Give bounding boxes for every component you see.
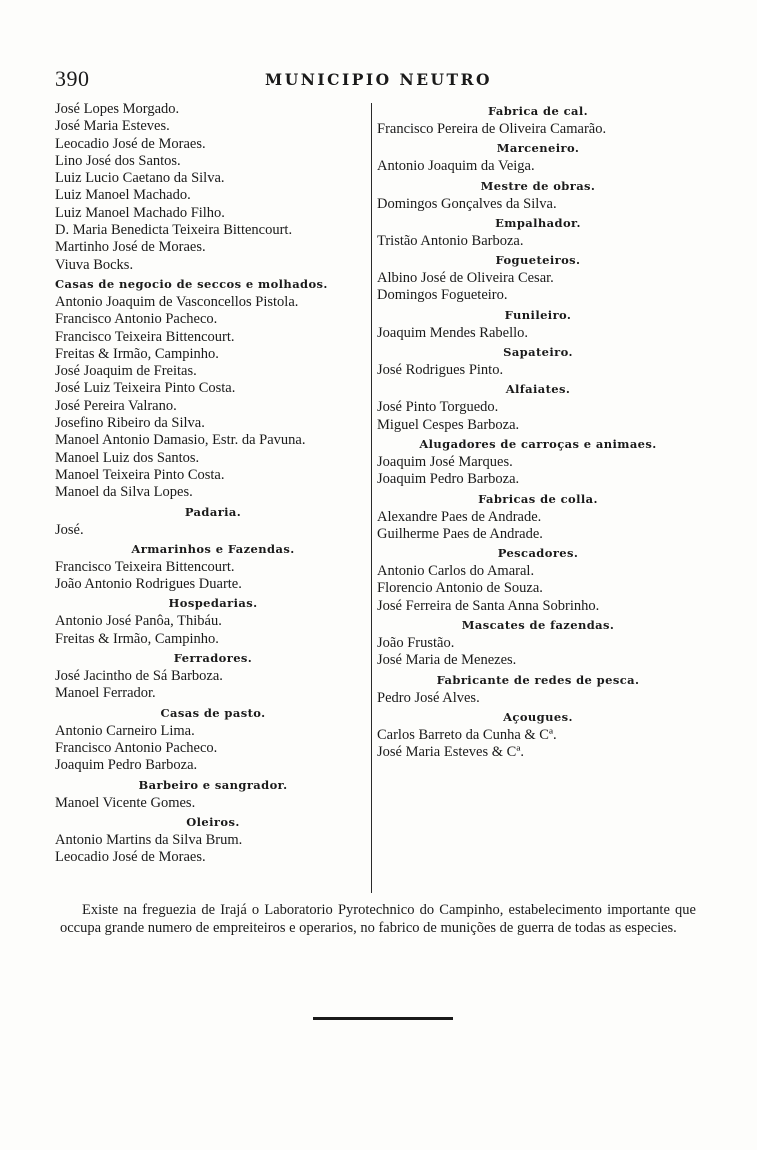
section-heading: Fogueteiros.	[495, 253, 581, 268]
right-column	[377, 101, 699, 762]
directory-entry: Francisco Antonio Pacheco.	[55, 311, 218, 328]
directory-entry: Viuva Bocks.	[55, 256, 134, 273]
directory-entry: Manoel Antonio Damasio, Estr. da Pavuna.	[55, 432, 306, 449]
directory-entry: Pedro José Alves.	[377, 689, 480, 706]
section-heading: Hospedarias.	[168, 596, 258, 611]
directory-entry: José Maria de Menezes.	[377, 652, 517, 669]
section-heading: Barbeiro e sangrador.	[138, 777, 288, 792]
directory-entry: Antonio Joaquim de Vasconcellos Pistola.	[55, 293, 299, 310]
section-heading: Pescadores.	[497, 546, 579, 561]
section-heading: Fabricas de colla.	[478, 491, 598, 506]
section-heading: Oleiros.	[186, 814, 240, 829]
directory-entry: Freitas & Irmão, Campinho.	[55, 345, 219, 362]
section-heading: Sapateiro.	[503, 345, 573, 360]
directory-entry: José Pereira Valrano.	[55, 397, 177, 414]
directory-entry: Francisco Teixeira Bittencourt.	[55, 558, 235, 575]
end-rule	[313, 1017, 453, 1020]
directory-entry: D. Maria Benedicta Teixeira Bittencourt.	[55, 222, 293, 239]
page-number: 390	[55, 66, 90, 91]
directory-entry: Antonio Joaquim da Veiga.	[377, 158, 535, 175]
running-title: MUNICIPIO NEUTRO	[265, 70, 492, 89]
directory-entry: Manoel Ferrador.	[55, 685, 156, 702]
section-heading: Mascates de fazendas.	[461, 618, 615, 633]
directory-entry: José.	[55, 521, 84, 538]
section-heading: Armarinhos e Fazendas.	[131, 541, 295, 556]
directory-entry: José Lopes Morgado.	[55, 101, 180, 117]
directory-entry: Alexandre Paes de Andrade.	[377, 508, 542, 525]
directory-entry: Carlos Barreto da Cunha & Cª.	[377, 726, 557, 743]
section-heading: Funileiro.	[504, 307, 572, 322]
directory-entry: Domingos Gonçalves da Silva.	[377, 195, 557, 212]
section-heading: Padaria.	[184, 504, 242, 519]
section-heading: Fabrica de cal.	[487, 104, 589, 118]
directory-entry: Joaquim José Marques.	[377, 453, 513, 470]
section-heading: Mestre de obras.	[480, 178, 596, 193]
directory-entry: Joaquim Pedro Barboza.	[377, 471, 520, 488]
directory-entry: Joaquim Mendes Rabello.	[377, 324, 529, 341]
directory-entry: José Pinto Torguedo.	[377, 399, 499, 416]
directory-entry: José Maria Esteves & Cª.	[377, 744, 524, 761]
directory-entry: José Joaquim de Freitas.	[55, 363, 197, 380]
directory-entry: Freitas & Irmão, Campinho.	[55, 630, 219, 647]
directory-entry: José Maria Esteves.	[55, 118, 170, 135]
section-heading: Marceneiro.	[496, 141, 580, 156]
directory-entry: Albino José de Oliveira Cesar.	[377, 270, 554, 287]
section-heading: Alfaiates.	[505, 382, 571, 397]
directory-entry: Francisco Teixeira Bittencourt.	[55, 328, 235, 345]
section-heading: Casas de pasto.	[160, 705, 266, 720]
directory-entry: Manoel Teixeira Pinto Costa.	[55, 466, 225, 483]
column-divider	[371, 103, 372, 893]
directory-entry: João Frustão.	[377, 635, 455, 652]
directory-entry: Florencio Antonio de Souza.	[377, 580, 543, 597]
directory-entry: José Ferreira de Santa Anna Sobrinho.	[377, 597, 600, 614]
directory-entry: Josefino Ribeiro da Silva.	[55, 415, 205, 432]
directory-entry: Manoel da Silva Lopes.	[55, 484, 193, 501]
directory-entry: Leocadio José de Moraes.	[55, 135, 206, 152]
directory-entry: Manoel Vicente Gomes.	[55, 794, 196, 811]
left-column	[55, 101, 371, 866]
directory-entry: Luiz Manoel Machado.	[55, 187, 191, 204]
directory-entry: Francisco Antonio Pacheco.	[55, 739, 218, 756]
directory-entry: Antonio Carlos do Amaral.	[377, 563, 535, 580]
directory-entry: Antonio Carneiro Lima.	[55, 722, 195, 739]
directory-entry: José Jacintho de Sá Barboza.	[55, 668, 223, 685]
section-heading: Empalhador.	[495, 215, 581, 230]
section-heading: Fabricante de redes de pesca.	[436, 672, 640, 687]
directory-entry: José Rodrigues Pinto.	[377, 362, 504, 379]
directory-entry: Antonio Martins da Silva Brum.	[55, 831, 243, 848]
section-heading: Ferradores.	[173, 651, 253, 666]
section-heading: Alugadores de carroças e animaes.	[419, 436, 657, 451]
directory-entry: João Antonio Rodrigues Duarte.	[55, 576, 242, 593]
directory-entry: Francisco Pereira de Oliveira Camarão.	[377, 121, 607, 137]
directory-entry: José Luiz Teixeira Pinto Costa.	[55, 380, 236, 397]
directory-entry: Manoel Luiz dos Santos.	[55, 449, 200, 466]
directory-entry: Guilherme Paes de Andrade.	[377, 525, 543, 542]
section-heading: Casas de negocio de seccos e molhados.	[55, 276, 328, 291]
directory-entry: Domingos Fogueteiro.	[377, 287, 508, 304]
directory-entry: Lino José dos Santos.	[55, 152, 181, 169]
directory-entry: Miguel Cespes Barboza.	[377, 416, 520, 433]
directory-entry: Luiz Manoel Machado Filho.	[55, 204, 225, 221]
directory-entry: Luiz Lucio Caetano da Silva.	[55, 170, 225, 187]
directory-entry: Leocadio José de Moraes.	[55, 849, 206, 866]
directory-entry: Joaquim Pedro Barboza.	[55, 757, 198, 774]
section-heading: Açougues.	[503, 709, 573, 724]
directory-entry: Antonio José Panôa, Thibáu.	[55, 613, 222, 630]
directory-entry: Tristão Antonio Barboza.	[377, 232, 524, 249]
footer-note: Existe na freguezia de Irajá o Laboratorio Pyrotechnico do Campinho, estabelecimento importante que occupa grande numero de empreiteiros e operarios, no fabrico de munições de guerra de todas as especies.	[60, 902, 696, 936]
directory-entry: Martinho José de Moraes.	[55, 239, 206, 256]
